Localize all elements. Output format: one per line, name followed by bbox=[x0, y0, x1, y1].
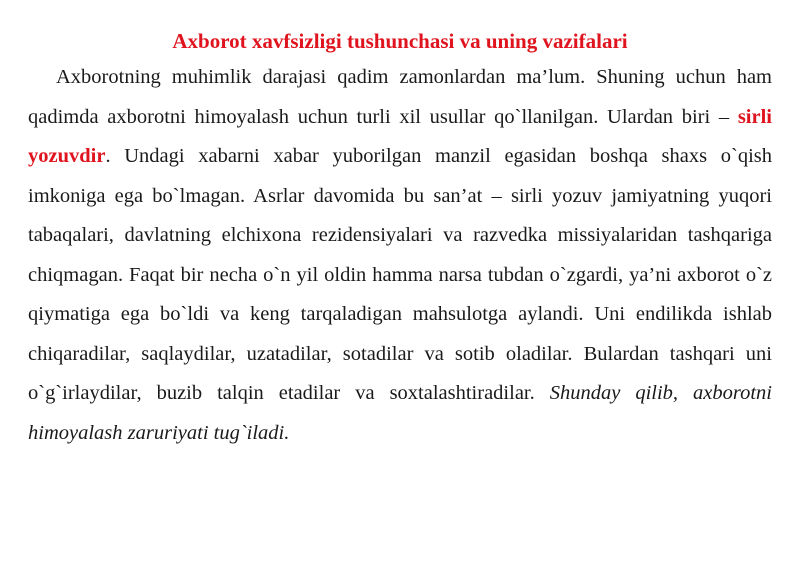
document-title: Axborot xavfsizligi tushunchasi va uning vazifalari bbox=[172, 29, 628, 53]
document-page bbox=[28, 24, 772, 453]
highlighted-term: sirli yozuvdir bbox=[28, 105, 772, 167]
paragraph-text-body: . Undagi xabarni xabar yuborilgan manzil egasidan boshqa shaxs o`qish imkoniga ega bo`lmagan. Asrlar davomida bu san’at – sirli yozuv jamiyatning yuqori tabaqalari, davlatning elchixona rezidensiyalari va razvedka missiyalaridan tashqariga chiqmagan. Faqat bir necha o`n yil oldin hamma narsa tubdan o`zgardi, ya’ni axborot o`z qiymatiga ega bo`ldi va keng tarqaladigan mahsulotga aylandi. Uni endilikda ishlab chiqaradilar, saqlaydilar, uzatadilar, sotadilar va sotib oladilar. Bulardan tashqari uni o`g`irlaydilar, buzib talqin etadilar va soxtalashtiradilar. bbox=[28, 145, 772, 404]
paragraph-text-intro: Axborotning muhimlik darajasi qadim zamonlardan ma’lum. Shuning uchun ham qadimda axborotni himoyalash uchun turli xil usullar qo`llanilgan. Ulardan biri – bbox=[28, 66, 772, 128]
body-paragraph bbox=[28, 58, 772, 453]
paragraph-conclusion: Shunday qilib, axborotni himoyalash zaruriyati tug`iladi. bbox=[28, 382, 772, 444]
